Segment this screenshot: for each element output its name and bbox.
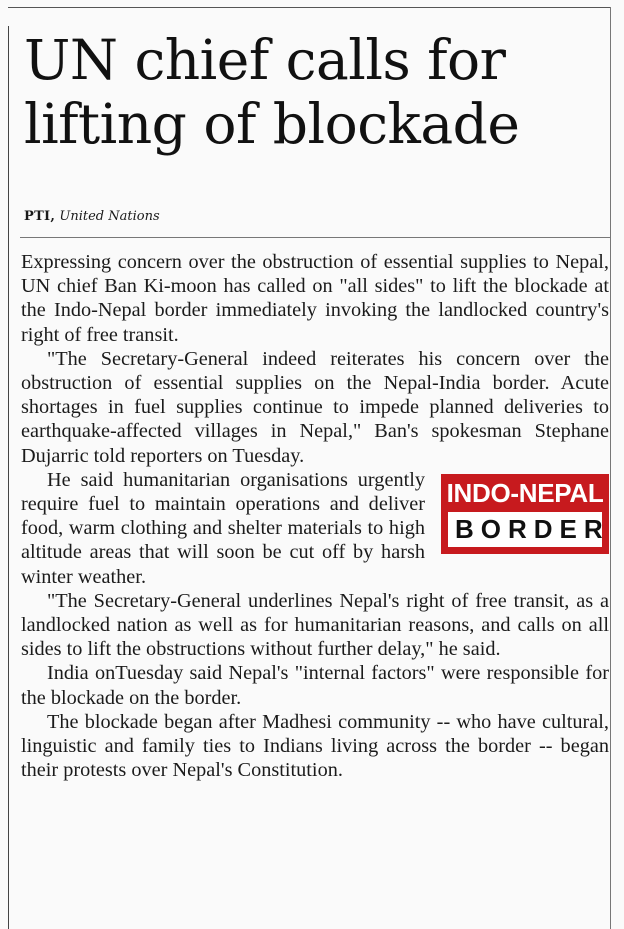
byline-place: United Nations — [59, 209, 160, 224]
indo-nepal-border-tag — [441, 474, 609, 554]
paragraph-2: "The Secretary-General indeed reiterates his concern over the obstruction of essential supplies on the Nepal-India border. Acute shortages in fuel supplies continue to impede planned deliveries to earthquake-affected villages in Nepal," Ban's spokesman Stephane Dujarric told reporters on Tuesday. — [21, 347, 609, 467]
paragraph-5: India onTuesday said Nepal's "internal factors" were responsible for the blockade on the border. — [21, 662, 609, 709]
top-rule — [8, 7, 611, 8]
paragraph-3: He said humanitarian organisations urgently require fuel to maintain operations and deliver food, warm clothing and shelter materials to high altitude areas that will soon be cut off by harsh winter weather. — [21, 468, 425, 588]
tag-line-2: BORDER — [448, 512, 602, 547]
article-body — [21, 250, 609, 782]
tag-line-1: INDO-NEPAL — [446, 477, 604, 508]
paragraph-4: "The Secretary-General underlines Nepal's right of free transit, as a landlocked nation as well as for humanitarian reasons, and calls on all sides to lift the obstructions without further delay," he said. — [21, 589, 609, 661]
paragraph-1: Expressing concern over the obstruction of essential supplies to Nepal, UN chief Ban Ki-moon has called on "all sides" to lift the blockade at the Indo-Nepal border immediately invoking the landlocked country's right of free transit. — [21, 251, 609, 346]
left-column-rule — [8, 26, 9, 929]
byline — [24, 209, 160, 224]
headline: UN chief calls for lifting of blockade — [24, 28, 520, 156]
byline-agency: PTI, — [24, 209, 56, 224]
paragraph-6: The blockade began after Madhesi community -- who have cultural, linguistic and family ties to Indians living across the border -- began their protests over Nepal's Constitution. — [21, 710, 609, 782]
headline-divider — [20, 237, 611, 238]
